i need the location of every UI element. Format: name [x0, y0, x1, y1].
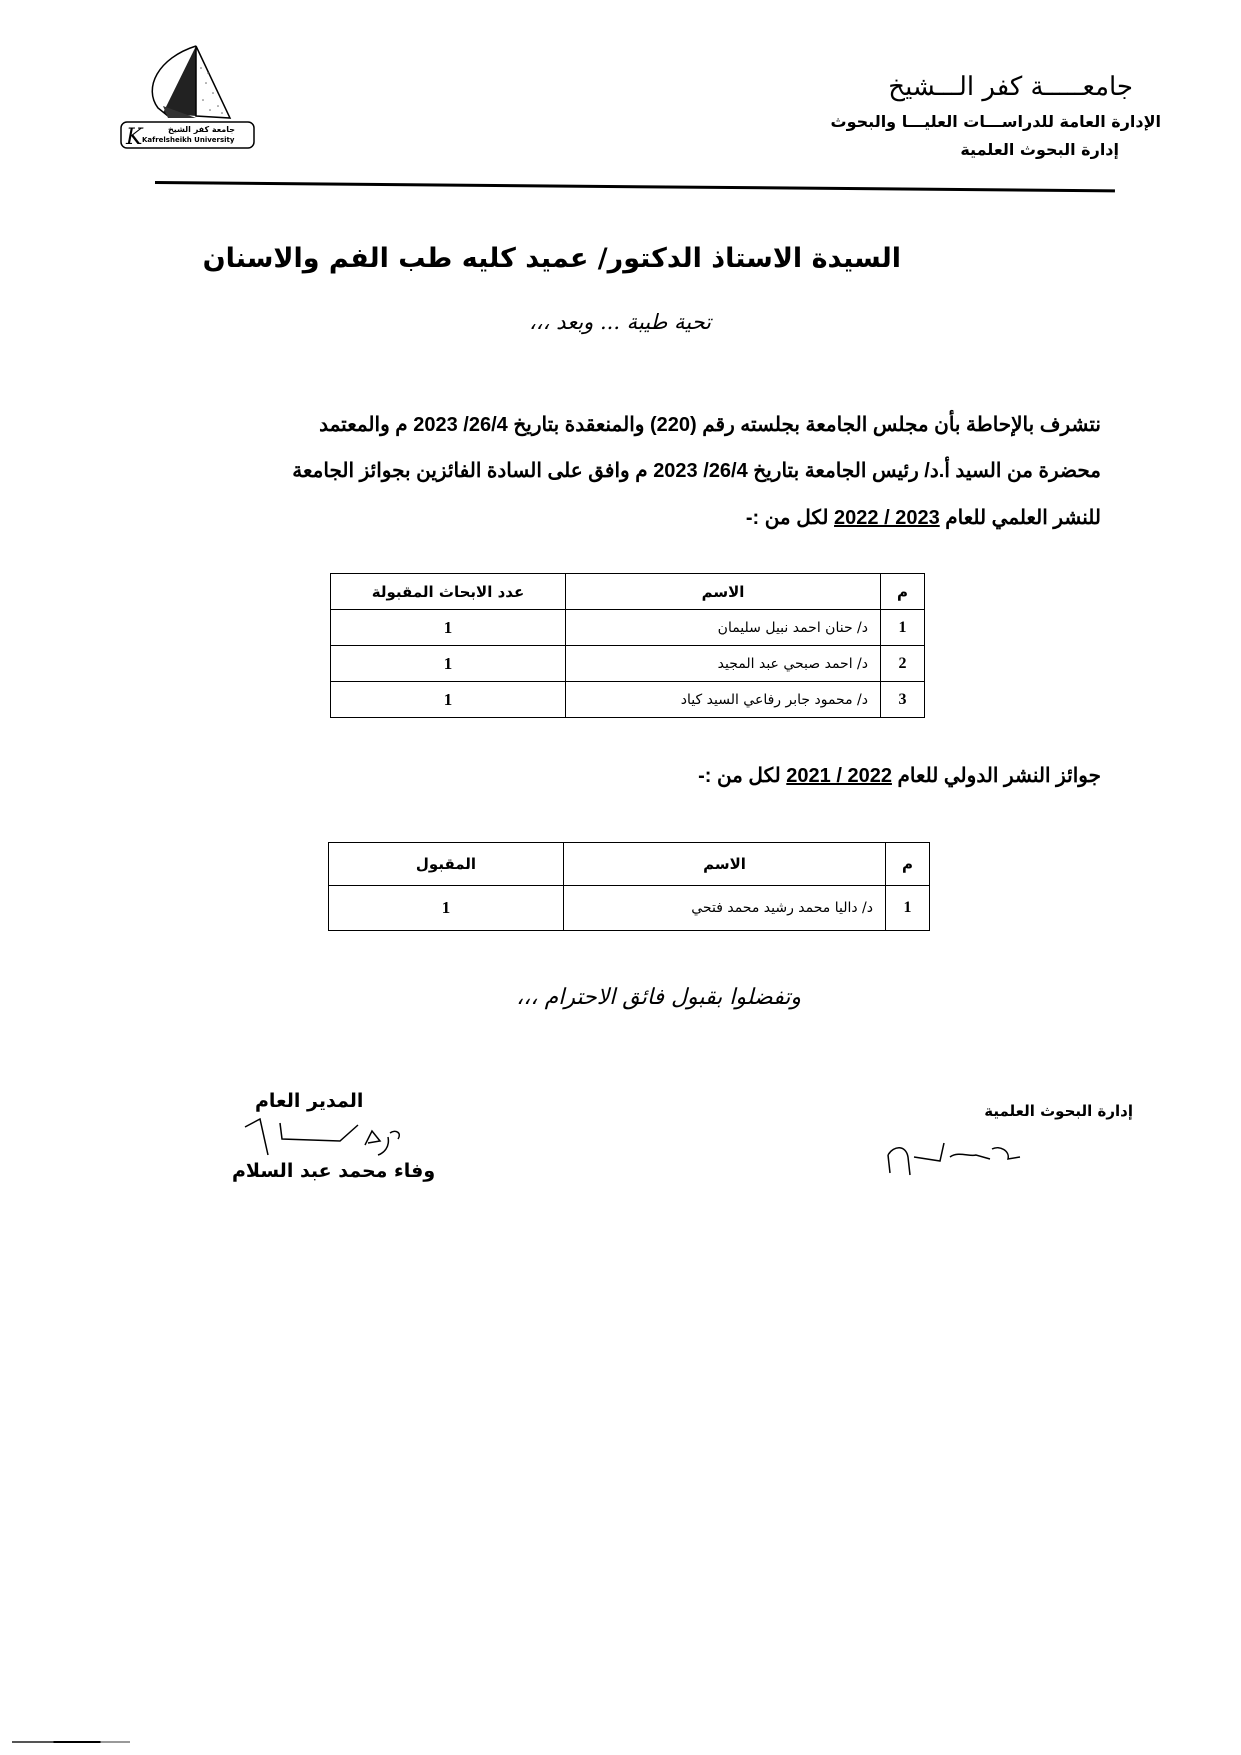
- table-row: [329, 886, 930, 931]
- table-header-row: [331, 574, 925, 610]
- paragraph-line-1: نتشرف بالإحاطة بأن مجلس الجامعة بجلسته رقم (220) والمنعقدة بتاريخ 26/4/ 2023 م والمعتمد: [319, 414, 1101, 436]
- column-header-number: م: [886, 843, 930, 886]
- handwritten-signature-icon: [880, 1135, 1030, 1185]
- department-graduate-studies: الإدارة العامة للدراســـات العليـــا والبحوث: [830, 112, 1161, 131]
- department-scientific-research: إدارة البحوث العلمية: [960, 140, 1119, 159]
- table-row: [331, 646, 925, 682]
- row-number: 2: [881, 646, 925, 682]
- table-row: [331, 682, 925, 718]
- row-name: د/ محمود جابر رفاعي السيد كياد: [566, 682, 881, 718]
- logo-arabic-text: جامعة كفر الشيخ: [168, 125, 235, 134]
- row-name: د/ حنان احمد نبيل سليمان: [566, 610, 881, 646]
- greeting: تحية طيبة ... وبعد ،،،: [529, 310, 711, 334]
- paragraph-line-3-suffix: لكل من :-: [745, 507, 835, 529]
- addressee: السيدة الاستاذ الدكتور/ عميد كليه طب الفم والاسنان: [202, 243, 901, 274]
- academic-year: 2021 / 2022: [786, 765, 892, 787]
- row-name: د/ احمد صبحي عبد المجيد: [566, 646, 881, 682]
- row-name: د/ داليا محمد رشيد محمد فتحي: [564, 886, 886, 931]
- table-row: [331, 610, 925, 646]
- paragraph-line-2: محضرة من السيد أ.د/ رئيس الجامعة بتاريخ 26/4/ 2023 م وافق على السادة الفائزين بجوائز الجامعة: [292, 460, 1101, 482]
- row-count: 1: [331, 610, 566, 646]
- closing-remark: وتفضلوا بقبول فائق الاحترام ،،،: [516, 985, 801, 1010]
- university-name: جامعـــــة كفر الـــشيخ: [888, 72, 1133, 102]
- footer-divider: [12, 1741, 130, 1743]
- international-publishing-awards-table: [328, 842, 930, 931]
- column-header-accepted-count: عدد الابحاث المقبولة: [331, 574, 566, 610]
- row-count: 1: [329, 886, 564, 931]
- general-manager-name: وفاء محمد عبد السلام: [232, 1160, 436, 1182]
- logo-english-text: Kafrelsheikh University: [142, 136, 235, 144]
- row-number: 3: [881, 682, 925, 718]
- international-awards-heading: [698, 763, 1101, 788]
- column-header-name: الاسم: [566, 574, 881, 610]
- column-header-name: الاسم: [564, 843, 886, 886]
- general-manager-title: المدير العام: [255, 1090, 364, 1112]
- row-count: 1: [331, 646, 566, 682]
- row-number: 1: [881, 610, 925, 646]
- table-header-row: [329, 843, 930, 886]
- local-publishing-awards-table: [330, 573, 925, 718]
- column-header-accepted: المقبول: [329, 843, 564, 886]
- header-divider: [155, 181, 1115, 192]
- research-department-title: إدارة البحوث العلمية: [984, 1102, 1133, 1120]
- academic-year: 2022 / 2023: [834, 507, 940, 529]
- section2-suffix: لكل من :-: [698, 765, 787, 787]
- column-header-number: م: [881, 574, 925, 610]
- paragraph-line-3-prefix: للنشر العلمي للعام: [939, 507, 1101, 529]
- paragraph-line-3: [746, 505, 1101, 530]
- row-count: 1: [331, 682, 566, 718]
- section2-prefix: جوائز النشر الدولي للعام: [891, 765, 1101, 787]
- row-number: 1: [886, 886, 930, 931]
- handwritten-signature-icon: [240, 1115, 440, 1165]
- university-logo: [118, 38, 258, 150]
- svg-text:K: K: [126, 125, 143, 150]
